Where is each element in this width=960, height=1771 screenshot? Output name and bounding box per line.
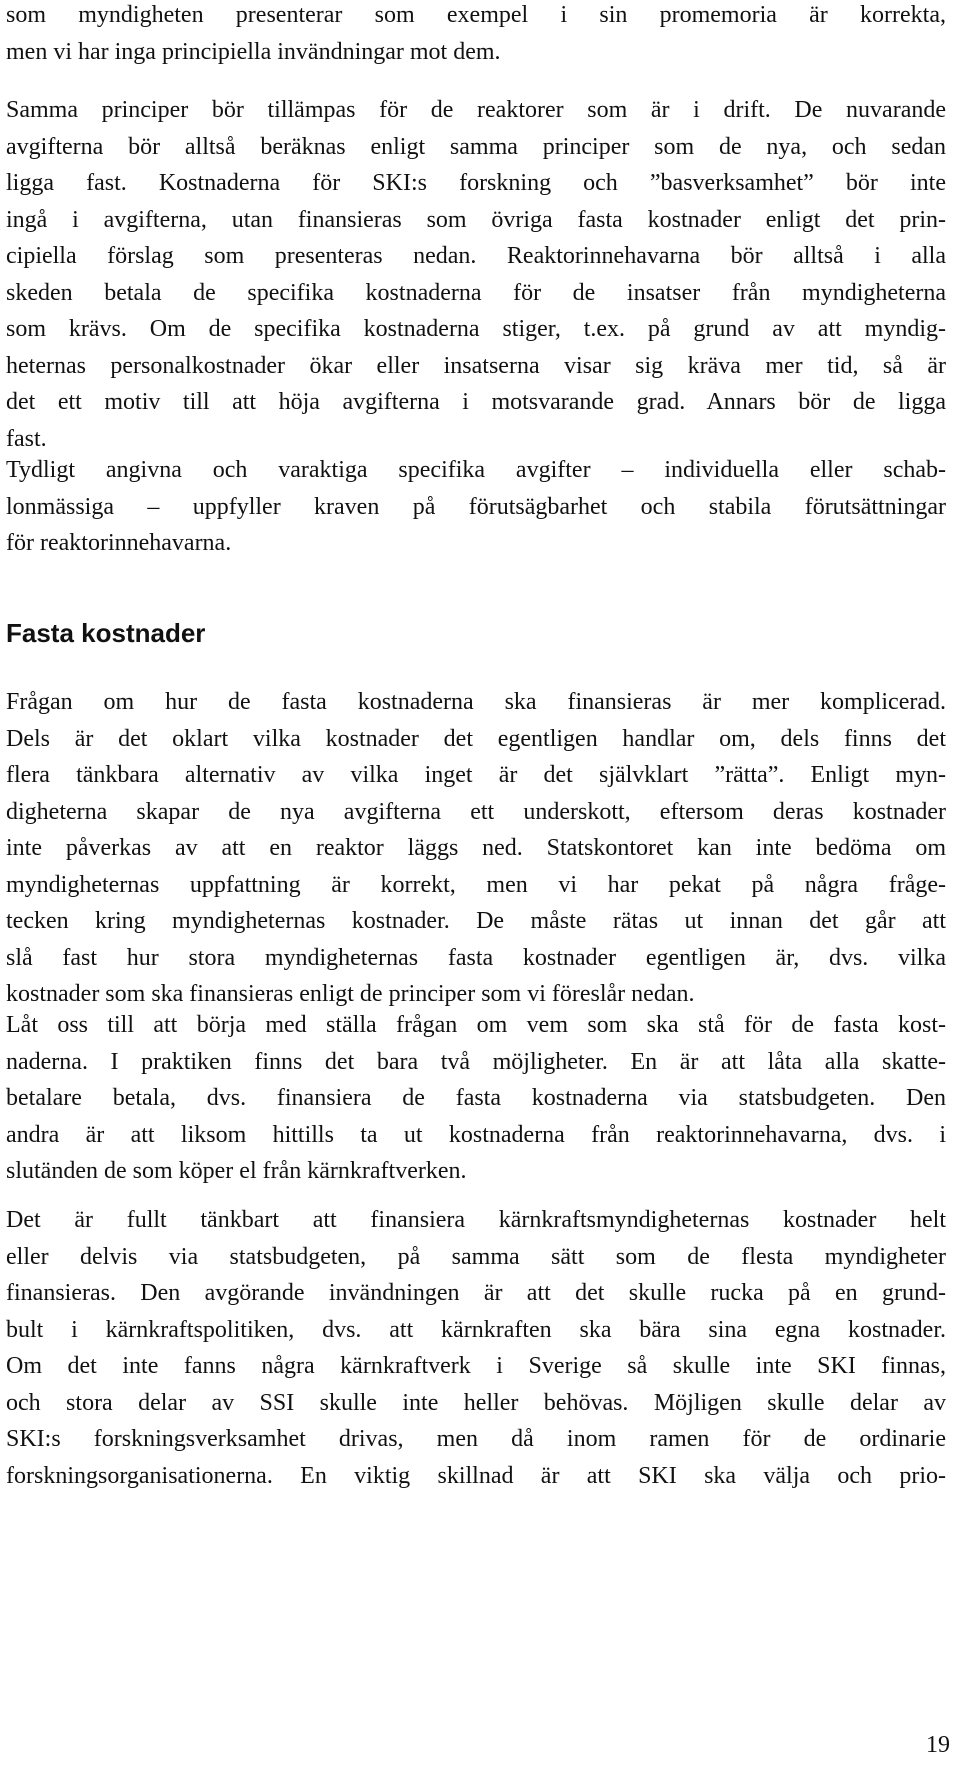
text-line: slå fast hur stora myndigheternas fasta kostnader egentligen är, dvs. vilka — [6, 944, 946, 971]
text-line: som krävs. Om de specifika kostnaderna stiger, t.ex. på grund av att myndig- — [6, 316, 946, 342]
text-line: ingå i avgifterna, utan finansieras som övriga fasta kostnader enligt det prin- — [6, 206, 946, 233]
text-line: inte påverkas av att en reaktor läggs ned. Statskontoret kan inte bedöma om — [6, 835, 946, 861]
text-line: digheterna skapar de nya avgifterna ett underskott, eftersom deras kostnader — [6, 798, 946, 825]
text-line: andra är att liksom hittills ta ut kostnaderna från reaktorinnehavarna, dvs. i — [6, 1121, 946, 1148]
text-line: och stora delar av SSI skulle inte heller behövas. Möjligen skulle delar av — [6, 1389, 946, 1416]
text-line: naderna. I praktiken finns det bara två möjligheter. En är att låta alla skatte- — [6, 1048, 946, 1075]
text-line: Låt oss till att börja med ställa frågan om vem som ska stå för de fasta kost- — [6, 1012, 946, 1038]
text-line: finansieras. Den avgörande invändningen är att det skulle rucka på en grund- — [6, 1280, 946, 1306]
text-line: Frågan om hur de fasta kostnaderna ska finansieras är mer komplicerad. — [6, 689, 946, 715]
text-line: Dels är det oklart vilka kostnader det egentligen handlar om, dels finns det — [6, 725, 946, 752]
section-heading: Fasta kostnader — [6, 618, 206, 648]
text-line: fast. — [6, 425, 47, 452]
text-line: Samma principer bör tillämpas för de reaktorer som är i drift. De nuvarande — [6, 97, 946, 123]
paragraph-6 — [6, 1202, 946, 1494]
text-line: heternas personalkostnader ökar eller insatserna visar sig kräva mer tid, så är — [6, 352, 946, 379]
text-line: forskningsorganisationerna. En viktig skillnad är att SKI ska välja och prio- — [6, 1462, 946, 1489]
text-line: det ett motiv till att höja avgifterna i motsvarande grad. Annars bör de ligga — [6, 389, 946, 415]
text-line: avgifterna bör alltså beräknas enligt samma principer som de nya, och sedan — [6, 133, 946, 160]
text-line: flera tänkbara alternativ av vilka inget är det självklart ”rätta”. Enligt myn- — [6, 762, 946, 788]
text-line: Tydligt angivna och varaktiga specifika avgifter – individuella eller schab- — [6, 457, 946, 483]
paragraph-2 — [6, 92, 946, 457]
paragraph-5 — [6, 1007, 946, 1190]
text-line: myndigheternas uppfattning är korrekt, men vi har pekat på några fråge- — [6, 871, 946, 898]
text-line: Om det inte fanns några kärnkraftverk i Sverige så skulle inte SKI finnas, — [6, 1353, 946, 1379]
text-line: kostnader som ska finansieras enligt de principer som vi föreslår nedan. — [6, 981, 695, 1007]
text-line: SKI:s forskningsverksamhet drivas, men då inom ramen för de ordinarie — [6, 1426, 946, 1452]
text-line: för reaktorinnehavarna. — [6, 530, 232, 556]
text-line: skeden betala de specifika kostnaderna för de insatser från myndigheterna — [6, 279, 946, 306]
text-line: eller delvis via statsbudgeten, på samma sätt som de flesta myndigheter — [6, 1243, 946, 1270]
text-line: slutänden de som köper el från kärnkraftverken. — [6, 1158, 467, 1184]
text-line: lonmässiga – uppfyller kraven på förutsägbarhet och stabila förutsättningar — [6, 493, 946, 520]
paragraph-3 — [6, 452, 946, 562]
paragraph-4 — [6, 684, 946, 1013]
text-line: Det är fullt tänkbart att finansiera kärnkraftsmyndigheternas kostnader helt — [6, 1207, 946, 1233]
text-line: men vi har inga principiella invändningar mot dem. — [6, 38, 501, 65]
text-line: betalare betala, dvs. finansiera de fasta kostnaderna via statsbudgeten. Den — [6, 1085, 946, 1111]
text-line: cipiella förslag som presenteras nedan. Reaktorinnehavarna bör alltså i alla — [6, 243, 946, 269]
text-line: tecken kring myndigheternas kostnader. De måste rätas ut innan det går att — [6, 908, 946, 934]
text-line: bult i kärnkraftspolitiken, dvs. att kärnkraften ska bära sina egna kostnader. — [6, 1316, 946, 1343]
paragraph-1 — [6, 0, 946, 70]
text-line: som myndigheten presenterar som exempel i sin promemoria är korrekta, — [6, 2, 946, 28]
text-line: ligga fast. Kostnaderna för SKI:s forskning och ”basverksamhet” bör inte — [6, 170, 946, 196]
page-number: 19 — [926, 1732, 950, 1758]
